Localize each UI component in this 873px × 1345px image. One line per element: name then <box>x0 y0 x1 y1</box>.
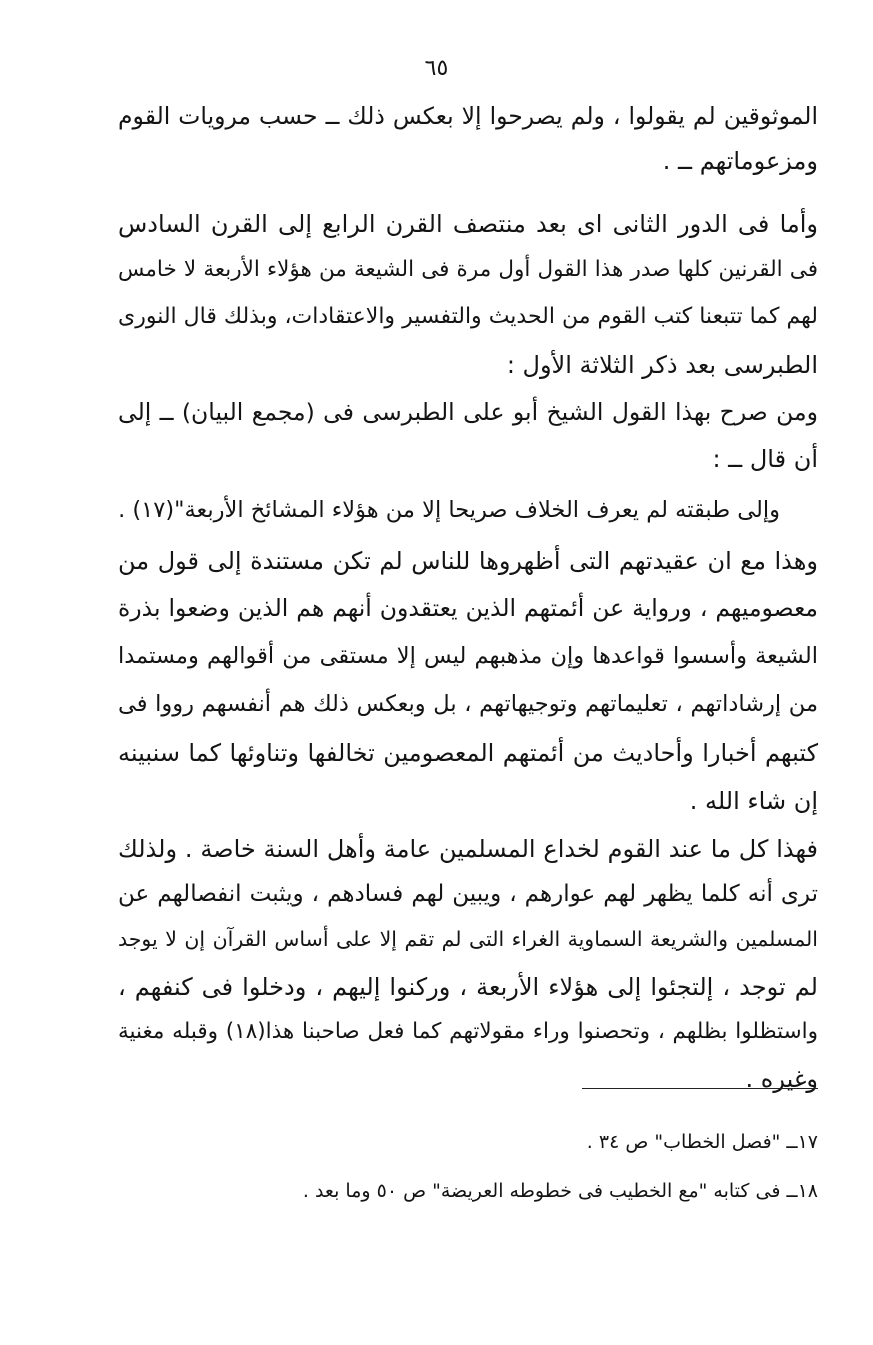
paragraph-deception <box>118 836 818 1112</box>
paragraph-second-period <box>118 211 818 399</box>
text-line: الطبرسى بعد ذكر الثلاثة الأول : <box>506 351 818 379</box>
paragraph-continuation <box>118 104 818 192</box>
text-line: أن قال ــ : <box>712 445 818 473</box>
text-line: المسلمين والشريعة السماوية الغراء التى لم تقم إلا على أساس القرآن إن لا يوجد <box>118 927 818 951</box>
text-line: فى القرنين كلها صدر هذا القول أول مرة فى الشيعة من هؤلاء الأربعة لا خامس <box>118 257 818 282</box>
footnote-17: ١٧ــ "فصل الخطاب" ص ٣٤ . <box>586 1131 818 1153</box>
text-line: الشيعة وأسسوا قواعدها وإن مذهبهم ليس إلا مستقى من أقوالهم ومستمدا <box>118 643 818 669</box>
text-line: وإلى طبقته لم يعرف الخلاف صريحا إلا من هؤلاء المشائخ الأربعة"(١٧) . <box>118 497 780 523</box>
text-line: لهم كما تتبعنا كتب القوم من الحديث والتفسير والاعتقادات، وبذلك قال النورى <box>118 304 818 329</box>
text-line: الموثوقين لم يقولوا ، ولم يصرحوا إلا بعكس ذلك ــ حسب مرويات القوم <box>118 102 818 130</box>
text-line: ترى أنه كلما يظهر لهم عوارهم ، ويبين لهم فسادهم ، ويثبت انفصالهم عن <box>118 881 818 907</box>
text-line: إن شاء الله . <box>689 787 818 815</box>
text-line: وهذا مع ان عقيدتهم التى أظهروها للناس لم تكن مستندة إلى قول من <box>118 547 818 575</box>
text-line: وأما فى الدور الثانى اى بعد منتصف القرن الرابع إلى القرن السادس <box>118 210 818 238</box>
quotation-end <box>118 498 818 544</box>
footnote-divider <box>582 1088 818 1089</box>
page-number: ٦٥ <box>424 56 449 81</box>
text-line: لم توجد ، إلتجئوا إلى هؤلاء الأربعة ، وركنوا إليهم ، ودخلوا فى كنفهم ، <box>118 973 818 1001</box>
text-line: ومزعوماتهم ــ . <box>662 147 818 175</box>
text-line: كتبهم أخبارا وأحاديث من أئمتهم المعصومين تخالفها وتناوئها كما سنبينه <box>118 739 818 767</box>
text-line: ومن صرح بهذا القول الشيخ أبو على الطبرسى فى (مجمع البيان) ــ إلى <box>118 398 818 426</box>
text-line: من إرشاداتهم ، تعليماتهم وتوجيهاتهم ، بل وبعكس ذلك هم أنفسهم رووا فى <box>118 691 818 717</box>
text-line: معصوميهم ، ورواية عن أئمتهم الذين يعتقدون أنهم هم الذين وضعوا بذرة <box>118 594 818 622</box>
text-line: فهذا كل ما عند القوم لخداع المسلمين عامة وأهل السنة خاصة . ولذلك <box>118 835 818 863</box>
text-line: واستظلوا بظلهم ، وتحصنوا وراء مقولاتهم كما فعل صاحبنا هذا(١٨) وقبله مغنية <box>118 1019 818 1044</box>
footnote-18: ١٨ــ فى كتابه "مع الخطيب فى خطوطه العريضة" ص ٥٠ وما بعد . <box>302 1180 818 1202</box>
paragraph-belief <box>118 548 818 836</box>
quotation <box>118 400 818 492</box>
text-line: وغيره . <box>745 1065 818 1093</box>
